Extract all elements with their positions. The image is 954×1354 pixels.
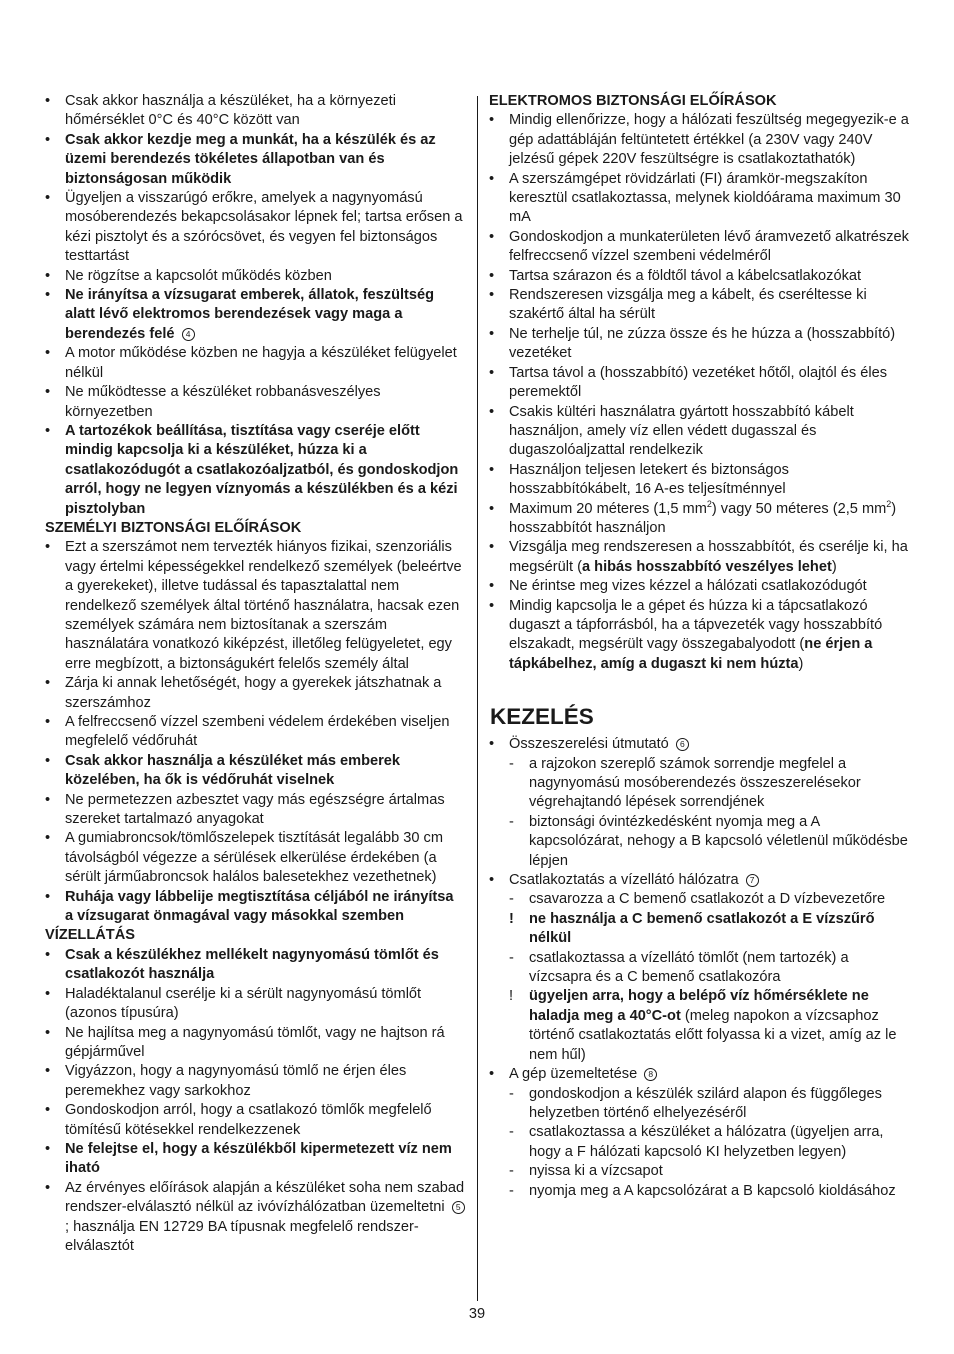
list-item: • Ne irányítsa a vízsugarat emberek, állatok, feszültség alatt lévő elektromos berendezések vagy maga a berendezés felé 4 [45,286,465,344]
list-item: • A szerszámgépet rövidzárlati (FI) áramkör-megszakíton keresztül csatlakoztassa, melynek kioldóárama maximum 30 mA [489,170,913,228]
sub-item: - csatlakoztassa a készüléket a hálózatra (ügyeljen arra, hogy a F hálózati kapcsoló KI helyzetben legyen) [509,1124,884,1160]
list-item: • Tartsa szárazon és a földtől távol a kábelcsatlakozókat [489,267,913,286]
electrical-safety-list [489,111,913,499]
list-item: • Csak akkor használja a készüléket más emberek közelében, ha ők is védőruhát viselnek [45,752,465,791]
figure-ref-8: 8 [644,1068,657,1081]
list-item: • Mindig ellenőrizze, hogy a hálózati feszültség megegyezik-e a gép adattábláján feltüntetett értékkel (a 230V vagy 240V jelzésű gépek 220V feszültségre is csatlakoztathatók) [489,111,913,169]
heading-operation: KEZELÉS [490,704,594,730]
list-item: • Csak akkor kezdje meg a munkát, ha a készülék és az üzemi berendezés tökéletes állapotban van és biztonságosan működik [45,131,465,189]
list-item-connection: • Csatlakoztatás a vízellátó hálózatra 7 - csavarozza a C bemenő csatlakozót a D vízbevezetőre ! ne használja a C bemenő csatlakozót a E vízszűrő nélkül - csatlakoztassa a vízellátó tömlőt (nem tartozék) a vízcsapra és a C bemenő csatlakozóra ! ügyeljen arra, hogy a belépő víz hőmérséklete ne haladja meg a 40°C-ot (meleg napokon a vízcsaphoz történő csatlakoztatás előtt folyassa ki a vizet, amíg az le nem hűl) [489,871,913,1065]
figure-ref-4: 4 [182,328,195,341]
heading-water-supply: VÍZELLÁTÁS [45,927,135,944]
list-item: • Csakis kültéri használatra gyártott hosszabbító kábelt használjon, amely víz ellen védett dugasszal és dugaszolóaljzattal rendelkezik [489,403,913,461]
figure-ref-5: 5 [452,1201,465,1214]
right-column [489,92,913,1201]
list-item: • Ügyeljen a visszarúgó erőkre, amelyek a nagynyomású mosóberendezés bekapcsolásakor lépnek fel; tartsa erősen a kézi pisztolyt és a szórócsövet, és vegyen fel biztonságos testtartást [45,189,465,267]
page-number: 39 [468,1306,486,1322]
list-item: • Csak akkor használja a készüléket, ha a környezeti hőmérséklet 0°C és 40°C között van [45,92,465,131]
list-item: • Az érvényes előírások alapján a készüléket soha nem szabad rendszer-elválasztó nélkül az ivóvízhálózatban üzemeltetni 5; használja EN 12729 BA típusnak megfelelő rendszer-elválasztót [45,1179,465,1257]
list-item: • A tartozékok beállítása, tisztítása vagy cseréje előtt mindig kapcsolja ki a készüléket, húzza ki a csatlakozódugót a csatlakozóaljzatból, és gondoskodjon arról, hogy ne legyen víznyomás a készülékben és a kézi pisztolyban [45,422,465,519]
sub-item: - csavarozza a C bemenő csatlakozót a D vízbevezetőre [509,891,886,908]
assembly-steps [509,755,913,871]
list-item: • Ne hajlítsa meg a nagynyomású tömlőt, vagy ne hajtson rá gépjárművel [45,1024,465,1063]
list-item: • Csak a készülékhez mellékelt nagynyomású tömlőt és csatlakozót használja [45,946,465,985]
operation-list [489,735,913,1201]
list-item: • Ne működtesse a készüléket robbanásveszélyes környezetben [45,383,465,422]
list-item: • Ne terhelje túl, ne zúzza össze és he húzza a (hosszabbító) vezetéket [489,325,913,364]
sub-item-warning: ! ügyeljen arra, hogy a belépő víz hőmérséklete ne haladja meg a 40°C-ot (meleg napokon a vízcsaphoz történő csatlakoztatás előtt folyassa ki a vizet, amíg az le nem hűl) [509,988,897,1063]
list-item: • Maximum 20 méteres (1,5 $mm^2$) vagy 50 méteres (2,5 $mm^2$) hosszabbítót használjon [489,500,913,539]
operating-steps [509,1085,913,1201]
sub-item-warning: ! ne használja a C bemenő csatlakozót a E vízszűrő nélkül [509,910,875,947]
list-item: • Ne rögzítse a kapcsolót működés közben [45,267,465,286]
list-item: • Rendszeresen vizsgálja meg a kábelt, és cseréltesse ki szakértő által ha sérült [489,286,913,325]
list-item: • Ruhája vagy lábbelije megtisztítása céljából ne irányítsa a vízsugarat önmagával vagy másokkal szemben [45,888,465,927]
list-item: • Tartsa távol a (hosszabbító) vezetéket hőtől, olajtól és éles peremektől [489,364,913,403]
sub-item: - a rajzokon szereplő számok sorrendje megfelel a nagynyomású mosóberendezés összeszerelésekor végrehajtandó lépések sorrendjének [509,755,861,811]
drinking-water-list [45,1179,465,1257]
sub-item: - biztonsági óvintézkedésként nyomja meg a A kapcsolózárat, nehogy a B kapcsoló véletlenül működésbe lépjen [509,813,908,869]
figure-ref-7: 7 [746,874,759,887]
list-item: • A gumiabroncsok/tömlőszelepek tisztítását legalább 30 cm távolságból végezze a sérülések elkerülése érdekében (a sérült járműabroncsok halálos balesetekhez vezethetnek) [45,829,465,887]
connection-steps [509,890,913,1065]
list-item: • Ne permetezzen azbesztet vagy más egészségre ártalmas szereket tartalmazó anyagokat [45,791,465,830]
list-item: • Ezt a szerszámot nem tervezték hiányos fizikai, szenzoriális vagy értelmi képességekkel rendelkező személyek (beleértve a gyerekeket), illetve tudással és tapasztalattal nem rendelkező személyek által történő használatra, hacsak ezen személyek számára nem biztosítanak a szerszám használatára vonatkozó kiképzést, illetőleg felügyeletet, egy erre megbízott, a biztonságukért felelős személy által [45,538,465,674]
left-column [45,92,465,1256]
list-item: • Gondoskodjon arról, hogy a csatlakozó tömlők megfelelő tömítésű kötésekkel rendelkezzenek [45,1101,465,1140]
list-item: • Mindig kapcsolja le a gépet és húzza ki a tápcsatlakozó dugaszt a tápforrásból, ha a tápvezeték vagy hosszabbító elszakadt, megsérült vagy összegabalyodott (ne érjen a tápkábelhez, amíg a dugaszt ki nem húzta) [489,597,913,675]
list-item-assembly: • Összeszerelési útmutató 6 - a rajzokon szereplő számok sorrendje megfelel a nagynyomású mosóberendezés összeszerelésekor végrehajtandó lépések sorrendjének - biztonsági óvintézkedésként nyomja meg a A kapcsolózárat, nehogy a B kapcsoló véletlenül működésbe lépjen [489,735,913,871]
list-item: • A felfreccsenő vízzel szembeni védelem érdekében viseljen megfelelő védőruhát [45,713,465,752]
heading-electrical-safety: ELEKTROMOS BIZTONSÁGI ELŐÍRÁSOK [489,93,777,109]
sub-item: - gondoskodjon a készülék szilárd alapon és függőleges helyzetben történő elhelyezéséről [509,1085,882,1121]
heading-personal-safety: SZEMÉLYI BIZTONSÁGI ELŐÍRÁSOK [45,519,302,536]
sub-item: - nyissa ki a vízcsapot [509,1163,663,1180]
figure-ref-6: 6 [676,738,689,751]
water-supply-list [45,946,465,1179]
electrical-safety-list-cont [489,500,913,675]
list-item: • A motor működése közben ne hagyja a készüléket felügyelet nélkül [45,344,465,383]
list-item: • Haladéktalanul cserélje ki a sérült nagynyomású tömlőt (azonos típusúra) [45,985,465,1024]
list-item: • Használjon teljesen letekert és biztonságos hosszabbítókábelt, 16 A-es teljesítménnyel [489,461,913,500]
sub-item: - csatlakoztassa a vízellátó tömlőt (nem tartozék) a vízcsapra és a C bemenő csatlakozóra [509,949,849,986]
list-item: • Gondoskodjon a munkaterületen lévő áramvezető alkatrészek felfreccsenő vízzel szembeni védelméről [489,228,913,267]
list-item: • Zárja ki annak lehetőségét, hogy a gyerekek játszhatnak a szerszámhoz [45,674,465,713]
personal-safety-list [45,538,465,926]
list-item: • Vigyázzon, hogy a nagynyomású tömlő ne érjen éles peremekhez vagy sarkokhoz [45,1062,465,1101]
list-item: • Ne érintse meg vizes kézzel a hálózati csatlakozódugót [489,577,913,596]
list-item: • Ne felejtse el, hogy a készülékből kipermetezett víz nem iható [45,1140,465,1179]
list-item-operating: • A gép üzemeltetése 8 - gondoskodjon a készülék szilárd alapon és függőleges helyzetben történő elhelyezéséről - csatlakoztassa a készüléket a hálózatra (ügyeljen arra, hogy a F hálózati kapcsoló KI helyzetben legyen) - nyissa ki a vízcsapot - nyomja meg a A kapcsolózárat a B kapcsoló kioldásához [489,1065,913,1201]
column-divider [477,96,478,1301]
list-item: • Vizsgálja meg rendszeresen a hosszabbítót, és cserélje ki, ha megsérült (a hibás hosszabbító veszélyes lehet) [489,538,913,577]
general-safety-list [45,92,465,519]
sub-item: - nyomja meg a A kapcsolózárat a B kapcsoló kioldásához [509,1182,896,1199]
